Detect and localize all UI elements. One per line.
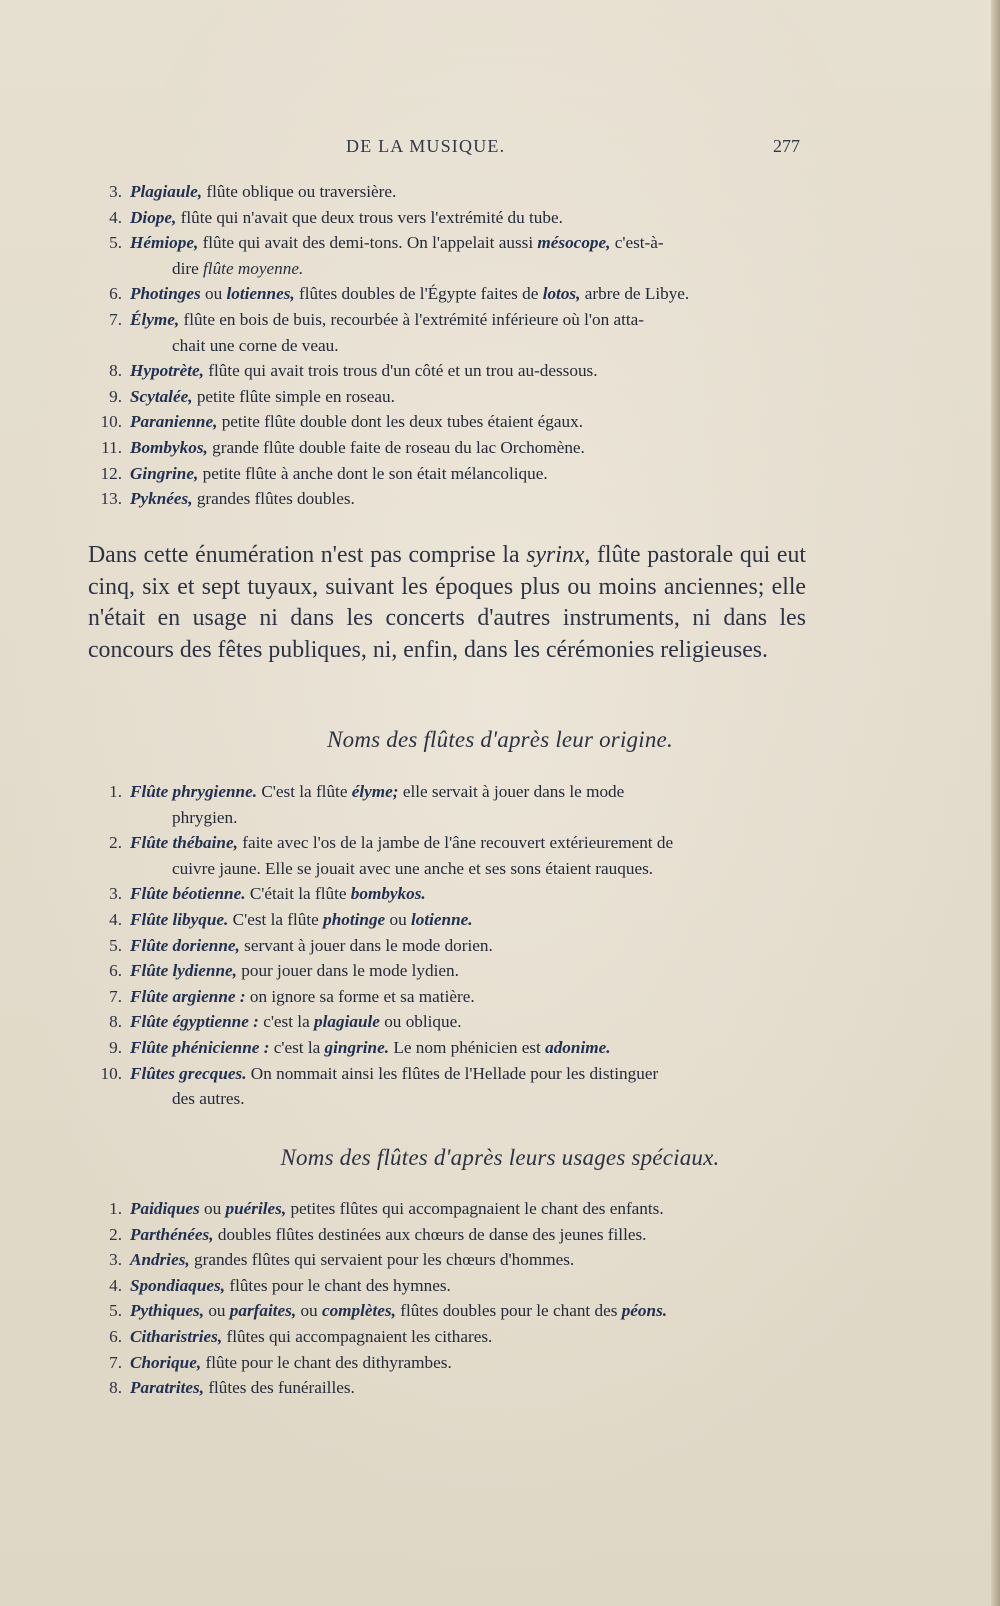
item-text: C'est la flûte bbox=[257, 782, 352, 801]
item-text: grandes flûtes doubles. bbox=[192, 489, 355, 509]
item-term: Flûtes grecques. bbox=[130, 1063, 247, 1083]
item-term-secondary: lotienne. bbox=[410, 909, 473, 929]
item-term: Flûte argienne : bbox=[130, 986, 246, 1006]
list-item bbox=[100, 1375, 806, 1401]
item-term: Flûte libyque. bbox=[130, 909, 229, 929]
item-term: Citharistries, bbox=[130, 1326, 223, 1346]
list-item bbox=[100, 358, 806, 384]
item-text: flûtes doubles de l'Égypte faites de bbox=[294, 284, 543, 304]
item-text: petite flûte double dont les deux tubes étaient égaux. bbox=[217, 412, 583, 432]
item-number: 6. bbox=[109, 1326, 122, 1346]
list-item bbox=[100, 984, 806, 1010]
item-number: 1. bbox=[109, 782, 122, 801]
item-number: 2. bbox=[109, 1224, 122, 1244]
item-term: Flûte lydienne, bbox=[130, 961, 237, 981]
flute-list-origin bbox=[100, 779, 806, 1112]
page-number: 277 bbox=[773, 136, 800, 156]
item-number: 9. bbox=[109, 386, 122, 406]
item-term: Chorique, bbox=[130, 1352, 202, 1372]
item-text: petites flûtes qui accompagnaient le chant des enfants. bbox=[286, 1199, 664, 1218]
list-item bbox=[100, 1324, 806, 1350]
item-continuation bbox=[130, 1086, 806, 1112]
item-term-secondary: puériles, bbox=[225, 1199, 287, 1218]
item-text: c'est la bbox=[269, 1037, 325, 1057]
item-number: 12. bbox=[100, 463, 122, 483]
item-term: Flûte béotienne. bbox=[130, 884, 246, 904]
item-term: Flûte dorienne, bbox=[130, 935, 240, 955]
item-number: 7. bbox=[109, 986, 122, 1006]
list-item bbox=[100, 1350, 806, 1376]
item-term: Pyknées, bbox=[130, 489, 193, 509]
item-text: ou oblique. bbox=[379, 1012, 462, 1032]
item-number: 6. bbox=[109, 961, 122, 981]
item-text: flûte qui avait des demi-tons. On l'appelait aussi bbox=[198, 233, 538, 253]
item-term: Bombykos, bbox=[130, 437, 208, 457]
item-term: Gingrine, bbox=[130, 463, 199, 483]
continuation-text: phrygien. bbox=[172, 807, 238, 827]
item-number: 3. bbox=[109, 1250, 122, 1270]
list-item bbox=[100, 486, 806, 512]
item-term-secondary: mésocope, bbox=[537, 233, 611, 253]
item-text: flûtes des funérailles. bbox=[204, 1378, 355, 1398]
item-term: Hypotrète, bbox=[130, 361, 204, 381]
item-number: 4. bbox=[109, 909, 122, 929]
item-term: Paratrites, bbox=[130, 1378, 205, 1398]
flute-list-usage bbox=[100, 1196, 806, 1401]
continuation-text: cuivre jaune. Elle se jouait avec une anche et ses sons étaient rauques. bbox=[172, 858, 654, 878]
item-term-secondary: bombykos. bbox=[350, 884, 426, 904]
item-text: elle servait à jouer dans le mode bbox=[398, 782, 625, 801]
item-text: c'est-à- bbox=[610, 233, 664, 253]
item-text: On nommait ainsi les flûtes de l'Hellade pour les distinguer bbox=[246, 1063, 659, 1083]
item-term-secondary: lotiennes, bbox=[226, 284, 295, 304]
item-term: Flûte phénicienne : bbox=[130, 1037, 270, 1057]
item-term-secondary: lotos, bbox=[542, 284, 581, 304]
item-text: petite flûte à anche dont le son était mélancolique. bbox=[198, 463, 548, 483]
list-item bbox=[100, 1298, 806, 1324]
list-item bbox=[100, 307, 806, 358]
flute-list-names bbox=[100, 179, 806, 512]
continuation-text: des autres. bbox=[172, 1089, 245, 1109]
list-item bbox=[100, 461, 806, 487]
item-number: 7. bbox=[109, 1352, 122, 1372]
page-edge bbox=[991, 0, 1000, 1606]
list-item bbox=[100, 435, 806, 461]
item-text: faite avec l'os de la jambe de l'âne recouvert extérieurement de bbox=[237, 833, 674, 853]
item-text: petite flûte simple en roseau. bbox=[192, 386, 395, 406]
item-text: doubles flûtes destinées aux chœurs de danse des jeunes filles. bbox=[213, 1224, 647, 1244]
item-continuation bbox=[130, 333, 806, 359]
item-term-secondary: élyme; bbox=[351, 782, 399, 801]
list-item bbox=[100, 409, 806, 435]
item-term-secondary: parfaites, bbox=[229, 1301, 297, 1321]
item-term-secondary: plagiaule bbox=[314, 1012, 380, 1032]
item-term: Andries, bbox=[130, 1250, 190, 1270]
list-item bbox=[100, 830, 806, 881]
item-number: 2. bbox=[109, 833, 122, 853]
item-term: Diope, bbox=[130, 207, 177, 227]
list-item bbox=[100, 384, 806, 410]
item-term: Photinges bbox=[130, 284, 201, 304]
list-item bbox=[100, 1247, 806, 1273]
body-paragraph bbox=[88, 540, 806, 666]
item-text: ou bbox=[200, 284, 227, 304]
item-term: Élyme, bbox=[130, 309, 180, 329]
item-number: 10. bbox=[100, 412, 122, 432]
item-text: arbre de Libye. bbox=[580, 284, 690, 304]
item-text: pour jouer dans le mode lydien. bbox=[236, 961, 459, 981]
list-item bbox=[100, 779, 806, 830]
paragraph-text-after: flûte pastorale qui eut cinq, six et sept tuyaux, suivant les époques plus ou moins anciennes; elle n'était en usage ni dans les concerts d'autres instruments, ni dans les concours des fêtes publiques, ni, enfin, dans les cérémonies religieuses. bbox=[88, 542, 806, 663]
item-term-secondary: complètes, bbox=[321, 1301, 396, 1321]
item-text: flûte qui n'avait que deux trous vers l'extrémité du tube. bbox=[176, 207, 563, 227]
item-number: 8. bbox=[109, 361, 122, 381]
item-number: 3. bbox=[109, 884, 122, 904]
item-text: ou bbox=[296, 1301, 322, 1321]
item-term-secondary: adonime. bbox=[545, 1037, 611, 1057]
item-text: flûte oblique ou traversière. bbox=[202, 182, 397, 201]
item-term: Parthénées, bbox=[130, 1224, 214, 1244]
item-text: flûtes pour le chant des hymnes. bbox=[225, 1275, 451, 1295]
list-item bbox=[100, 1196, 806, 1222]
item-text: servant à jouer dans le mode dorien. bbox=[239, 935, 493, 955]
item-text: flûtes doubles pour le chant des bbox=[395, 1301, 622, 1321]
item-term-secondary: gingrine. bbox=[324, 1037, 390, 1057]
item-number: 6. bbox=[109, 284, 122, 304]
item-term: Spondiaques, bbox=[130, 1275, 226, 1295]
list-item bbox=[100, 907, 806, 933]
item-number: 9. bbox=[109, 1037, 122, 1057]
item-text: flûtes qui accompagnaient les cithares. bbox=[222, 1326, 493, 1346]
item-text: on ignore sa forme et sa matière. bbox=[245, 986, 475, 1006]
list-item bbox=[100, 933, 806, 959]
item-text: Le nom phénicien est bbox=[389, 1037, 546, 1057]
section-heading-origin: Noms des flûtes d'après leur origine. bbox=[327, 727, 673, 752]
item-number: 1. bbox=[109, 1199, 122, 1218]
list-item bbox=[100, 230, 806, 281]
item-text: flûte en bois de buis, recourbée à l'extrémité inférieure où l'on atta- bbox=[179, 309, 644, 329]
item-number: 13. bbox=[100, 489, 122, 509]
item-term: Hémiope, bbox=[130, 233, 199, 253]
item-term: Flûte phrygienne. bbox=[130, 782, 258, 801]
list-item bbox=[100, 1061, 806, 1112]
section-heading-usage: Noms des flûtes d'après leurs usages spéciaux. bbox=[280, 1145, 720, 1170]
list-item bbox=[100, 1273, 806, 1299]
paragraph-text-before: Dans cette énumération n'est pas comprise la bbox=[88, 542, 527, 568]
item-term: Flûte égyptienne : bbox=[130, 1012, 259, 1032]
item-number: 5. bbox=[109, 1301, 122, 1321]
item-continuation bbox=[130, 256, 806, 282]
item-number: 3. bbox=[109, 182, 122, 201]
list-item bbox=[100, 1222, 806, 1248]
item-number: 5. bbox=[109, 233, 122, 253]
item-term: Pythiques, bbox=[130, 1301, 205, 1321]
list-item bbox=[100, 1035, 806, 1061]
list-item bbox=[100, 179, 806, 205]
list-item bbox=[100, 1009, 806, 1035]
item-text: flûte qui avait trois trous d'un côté et un trou au-dessous. bbox=[203, 361, 598, 381]
item-text: grande flûte double faite de roseau du lac Orchomène. bbox=[207, 437, 585, 457]
continuation-text: dire bbox=[172, 258, 204, 278]
item-text: ou bbox=[204, 1301, 230, 1321]
item-number: 11. bbox=[101, 437, 122, 457]
item-text: c'est la bbox=[258, 1012, 315, 1032]
item-term: Plagiaule, bbox=[130, 182, 203, 201]
paragraph-emphasis: syrinx, bbox=[526, 542, 591, 568]
item-term-secondary: péons. bbox=[621, 1301, 668, 1321]
item-term: Flûte thébaine, bbox=[130, 833, 238, 853]
running-title: DE LA MUSIQUE. bbox=[346, 136, 506, 156]
item-text: flûte pour le chant des dithyrambes. bbox=[201, 1352, 452, 1372]
item-number: 8. bbox=[109, 1378, 122, 1398]
item-term-secondary: photinge bbox=[323, 909, 386, 929]
item-text: C'était la flûte bbox=[245, 884, 351, 904]
item-continuation bbox=[130, 805, 806, 831]
item-number: 8. bbox=[109, 1012, 122, 1032]
item-text: grandes flûtes qui servaient pour les chœurs d'hommes. bbox=[189, 1250, 575, 1270]
list-item bbox=[100, 958, 806, 984]
item-number: 7. bbox=[109, 309, 122, 329]
page-header bbox=[110, 136, 800, 160]
continuation-text: chait une corne de veau. bbox=[172, 335, 339, 355]
item-text: C'est la flûte bbox=[228, 909, 324, 929]
continuation-emphasis: flûte moyenne. bbox=[203, 258, 304, 278]
item-number: 4. bbox=[109, 207, 122, 227]
item-number: 10. bbox=[100, 1063, 122, 1083]
list-item bbox=[100, 881, 806, 907]
list-item bbox=[100, 205, 806, 231]
item-text: ou bbox=[199, 1199, 226, 1218]
item-term: Paranienne, bbox=[130, 412, 218, 432]
item-continuation bbox=[130, 856, 806, 882]
item-number: 4. bbox=[109, 1275, 122, 1295]
item-term: Scytalée, bbox=[130, 386, 193, 406]
item-term: Paidiques bbox=[130, 1199, 200, 1218]
list-item bbox=[100, 281, 806, 307]
item-number: 5. bbox=[109, 935, 122, 955]
item-text: ou bbox=[385, 909, 411, 929]
